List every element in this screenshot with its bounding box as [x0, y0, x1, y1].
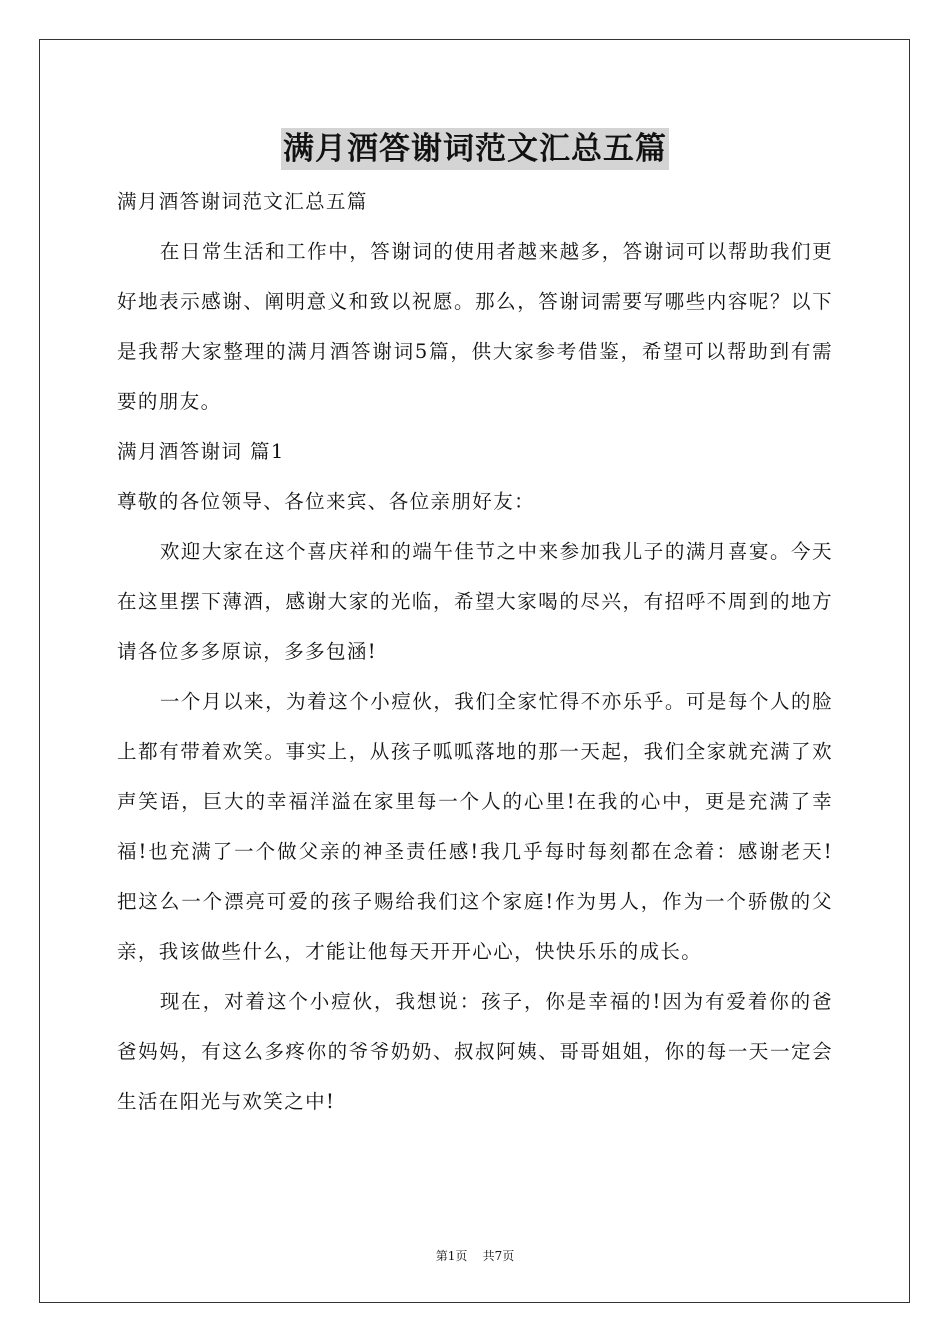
- body-paragraph: 欢迎大家在这个喜庆祥和的端午佳节之中来参加我儿子的满月喜宴。今天在这里摆下薄酒，感谢大家的光临，希望大家喝的尽兴，有招呼不周到的地方请各位多多原谅，多多包涵!: [117, 540, 833, 663]
- body-paragraph: 现在，对着这个小痘伙，我想说：孩子，你是幸福的!因为有爱着你的爸爸妈妈，有这么多疼你的爷爷奶奶、叔叔阿姨、哥哥姐姐，你的每一天一定会生活在阳光与欢笑之中!: [117, 990, 833, 1113]
- page-total: 共7页: [482, 1249, 515, 1263]
- section-heading: 满月酒答谢词 篇1: [117, 440, 285, 463]
- title-container: [0, 128, 950, 170]
- salutation-paragraph: 尊敬的各位领导、各位来宾、各位亲朋好友：: [117, 490, 536, 513]
- intro-paragraph: 在日常生活和工作中，答谢词的使用者越来越多，答谢词可以帮助我们更好地表示感谢、阐明意义和致以祝愿。那么，答谢词需要写哪些内容呢？以下是我帮大家整理的满月酒答谢词5篇，供大家参考借鉴，希望可以帮助到有需要的朋友。: [117, 240, 833, 413]
- page-number: 第1页: [435, 1249, 468, 1263]
- document-title: 满月酒答谢词范文汇总五篇: [281, 128, 669, 170]
- subtitle-paragraph: 满月酒答谢词范文汇总五篇: [117, 190, 368, 213]
- page-footer: [0, 1248, 950, 1264]
- document-body: [117, 177, 833, 1127]
- body-paragraph: 一个月以来，为着这个小痘伙，我们全家忙得不亦乐乎。可是每个人的脸上都有带着欢笑。事实上，从孩子呱呱落地的那一天起，我们全家就充满了欢声笑语，巨大的幸福洋溢在家里每一个人的心里!在我的心中，更是充满了幸福!也充满了一个做父亲的神圣责任感!我几乎每时每刻都在念着：感谢老天!把这么一个漂亮可爱的孩子赐给我们这个家庭!作为男人，作为一个骄傲的父亲，我该做些什么，才能让他每天开开心心，快快乐乐的成长。: [117, 690, 833, 963]
